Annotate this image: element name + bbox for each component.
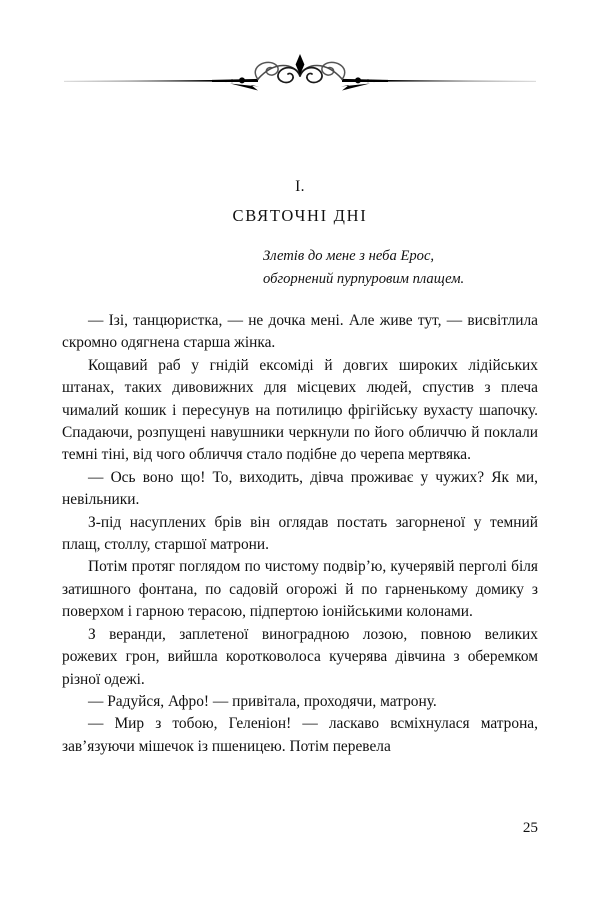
epigraph-line-1: Злетів до мене з неба Ерос,	[263, 248, 435, 264]
epigraph-line-2: обгорнений пурпуровим плащем.	[263, 270, 465, 287]
chapter-number: I.	[295, 178, 305, 195]
paragraph: — Радуйся, Афро! — привітала, проходячи, матрону.	[88, 692, 437, 710]
paragraph: Кощавий раб у гнідій ексоміді й довгих широких лідійських штанах, таких дивовижних для місцевих людей, спустив з плеча чималий кошик і пересунув на потилицю фрігійську вухасту шапочку. Спадаючи, розпущені навушники черкнули по його обличчю й поклали темні тіні, від чого обличчя стало подібне до черепа мертвяка.	[62, 356, 538, 464]
paragraph: Потім протяг поглядом по чистому подвір’ю, кучерявій перголі біля затишного фонтана, по садовій огорожі й по гарненькому домику з поверхом і гарною терасою, підпертою іонійськими колонами.	[62, 558, 538, 621]
page-number: 25	[522, 819, 538, 836]
paragraph: З веранди, заплетеної виноградною лозою, повною великих рожевих грон, вийшла коротковолоса кучерява дівчина з оберемком різної одежі.	[62, 625, 538, 688]
chapter-title: СВЯТОЧНІ ДНІ	[232, 205, 368, 225]
paragraph: — Ізі, танцюристка, — не дочка мені. Але живе тут, — висвітлила скромно одягнена старша жінка.	[62, 312, 538, 352]
body-text	[62, 310, 538, 758]
paragraph: — Ось воно що! То, виходить, дівча проживає у чужих? Як ми, невільники.	[62, 468, 538, 509]
decorative-divider-ornament	[62, 52, 538, 108]
chapter-heading	[62, 176, 538, 226]
paragraph: З-під насуплених брів він оглядав постать загорненої у темний плащ, столлу, старшої матрони.	[62, 513, 538, 554]
epigraph	[263, 245, 538, 290]
paragraph: — Мир з тобою, Геленіон! — ласкаво всміхнулася матрона, зав’язуючи мішечок із пшеницею. Потім перевела	[62, 715, 538, 755]
